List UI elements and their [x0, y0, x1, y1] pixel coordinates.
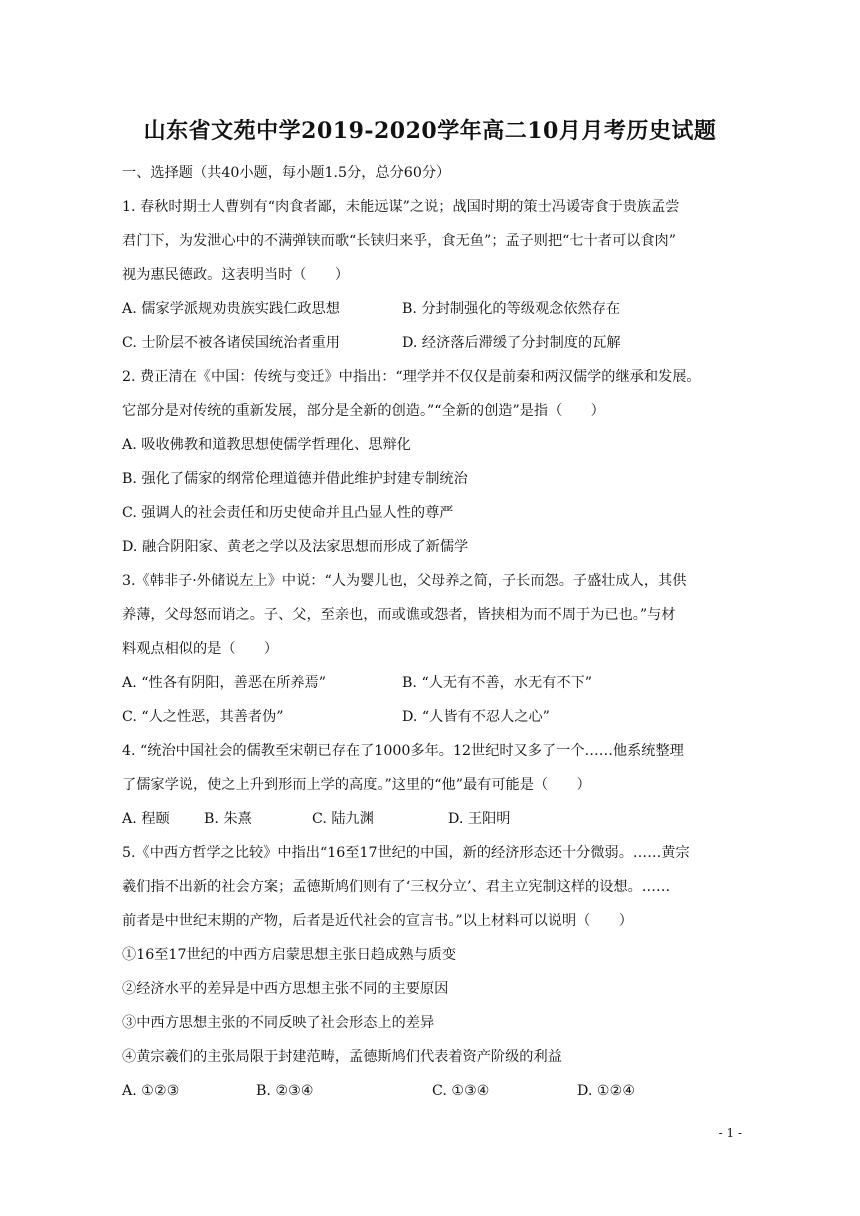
- section-header: 一、选择题（共40小题，每小题1.5分，总分60分）: [122, 165, 451, 181]
- question-3-options-row-2: [122, 700, 742, 734]
- question-5-line-1: 5.《中西方哲学之比较》中指出“16至17世纪的中国，新的经济形态还十分微弱。……黄宗: [122, 845, 690, 861]
- question-1-line-2: 君门下，为发泄心中的不满弹铗而歌“长铗归来乎，食无鱼”；孟子则把“七十者可以食肉”: [122, 233, 676, 249]
- document-body: [122, 156, 742, 1108]
- question-5-statement-4: ④黄宗羲们的主张局限于封建范畴，孟德斯鸠们代表着资产阶级的利益: [122, 1049, 562, 1065]
- question-5-line-2: 羲们指不出新的社会方案；孟德斯鸠们则有了‘三权分立’、君主立宪制这样的设想。……: [122, 879, 671, 895]
- question-3-option-a: A. “性各有阴阳，善恶在所养焉”: [122, 675, 327, 691]
- question-3-option-d: D. “人皆有不忍人之心”: [402, 709, 550, 725]
- question-5-statement-1: ①16至17世纪的中西方启蒙思想主张日趋成熟与质变: [122, 947, 457, 963]
- question-3-line-2: 养薄，父母怒而诮之。子、父，至亲也，而或谯或怨者，皆挟相为而不周于为已也。”与材: [122, 607, 676, 623]
- question-5-option-d: D. ①②④: [577, 1083, 636, 1099]
- question-3-line-1: 3.《韩非子·外储说左上》中说：“人为婴儿也，父母养之简，子长而怨。子盛壮成人，其供: [122, 573, 687, 589]
- question-5-option-a: A. ①②③: [122, 1083, 180, 1099]
- question-1-option-a: A. 儒家学派规劝贵族实践仁政思想: [122, 301, 340, 317]
- question-3-option-b: B. “人无有不善，水无有不下”: [402, 675, 593, 691]
- question-4-option-d: D. 王阳明: [448, 811, 511, 827]
- question-5-statement-3: ③中西方思想主张的不同反映了社会形态上的差异: [122, 1015, 435, 1031]
- question-4-line-1: 4. “统治中国社会的儒教至宋朝已存在了1000多年。12世纪时又多了一个……他系统整理: [122, 743, 684, 759]
- question-5-line-3: 前者是中世纪末期的产物，后者是近代社会的宣言书。”以上材料可以说明（ ）: [122, 913, 633, 929]
- question-2-line-2: 它部分是对传统的重新发展，部分是全新的创造。”“全新的创造”是指（ ）: [122, 403, 605, 419]
- page-number: - 1 -: [718, 1126, 742, 1140]
- question-2-line-1: 2. 费正清在《中国：传统与变迁》中指出：“理学并不仅仅是前秦和两汉儒学的继承和发展。: [122, 369, 701, 385]
- question-5-options-row: [122, 1074, 742, 1108]
- question-4-option-a: A. 程颐: [122, 811, 170, 827]
- question-4-option-b: B. 朱熹: [204, 811, 252, 827]
- question-1-option-c: C. 士阶层不被各诸侯国统治者重用: [122, 335, 340, 351]
- question-4-options-row: [122, 802, 742, 836]
- question-1-option-d: D. 经济落后滞缓了分封制度的瓦解: [402, 335, 621, 351]
- question-1-options-row-1: [122, 292, 742, 326]
- question-2-option-a: A. 吸收佛教和道教思想使儒学哲理化、思辩化: [122, 437, 411, 453]
- question-2-option-c: C. 强调人的社会责任和历史使命并且凸显人性的尊严: [122, 505, 454, 521]
- question-3-option-c: C. “人之性恶，其善者伪”: [122, 709, 284, 725]
- question-3-line-3: 料观点相似的是（ ）: [122, 641, 279, 657]
- question-2-option-d: D. 融合阴阳家、黄老之学以及法家思想而形成了新儒学: [122, 539, 469, 555]
- question-1-option-b: B. 分封制强化的等级观念依然存在: [402, 301, 621, 317]
- question-2-option-b: B. 强化了儒家的纲常伦理道德并借此维护封建专制统治: [122, 471, 468, 487]
- question-4-option-c: C. 陆九渊: [312, 811, 374, 827]
- question-5-option-b: B. ②③④: [256, 1083, 314, 1099]
- question-5-statement-2: ②经济水平的差异是中西方思想主张不同的主要原因: [122, 981, 449, 997]
- question-1-line-1: 1. 春秋时期士人曹刿有“肉食者鄙，未能远谋”之说；战国时期的策士冯谖寄食于贵族孟尝: [122, 199, 680, 215]
- question-5-option-c: C. ①③④: [432, 1083, 490, 1099]
- question-3-options-row-1: [122, 666, 742, 700]
- question-1-options-row-2: [122, 326, 742, 360]
- document-title: 山东省文苑中学2019-2020学年高二10月月考历史试题: [143, 118, 717, 144]
- question-1-line-3: 视为惠民德政。这表明当时（ ）: [122, 267, 350, 283]
- question-4-line-2: 了儒家学说，使之上升到形而上学的高度。”这里的“他”最有可能是（ ）: [122, 777, 591, 793]
